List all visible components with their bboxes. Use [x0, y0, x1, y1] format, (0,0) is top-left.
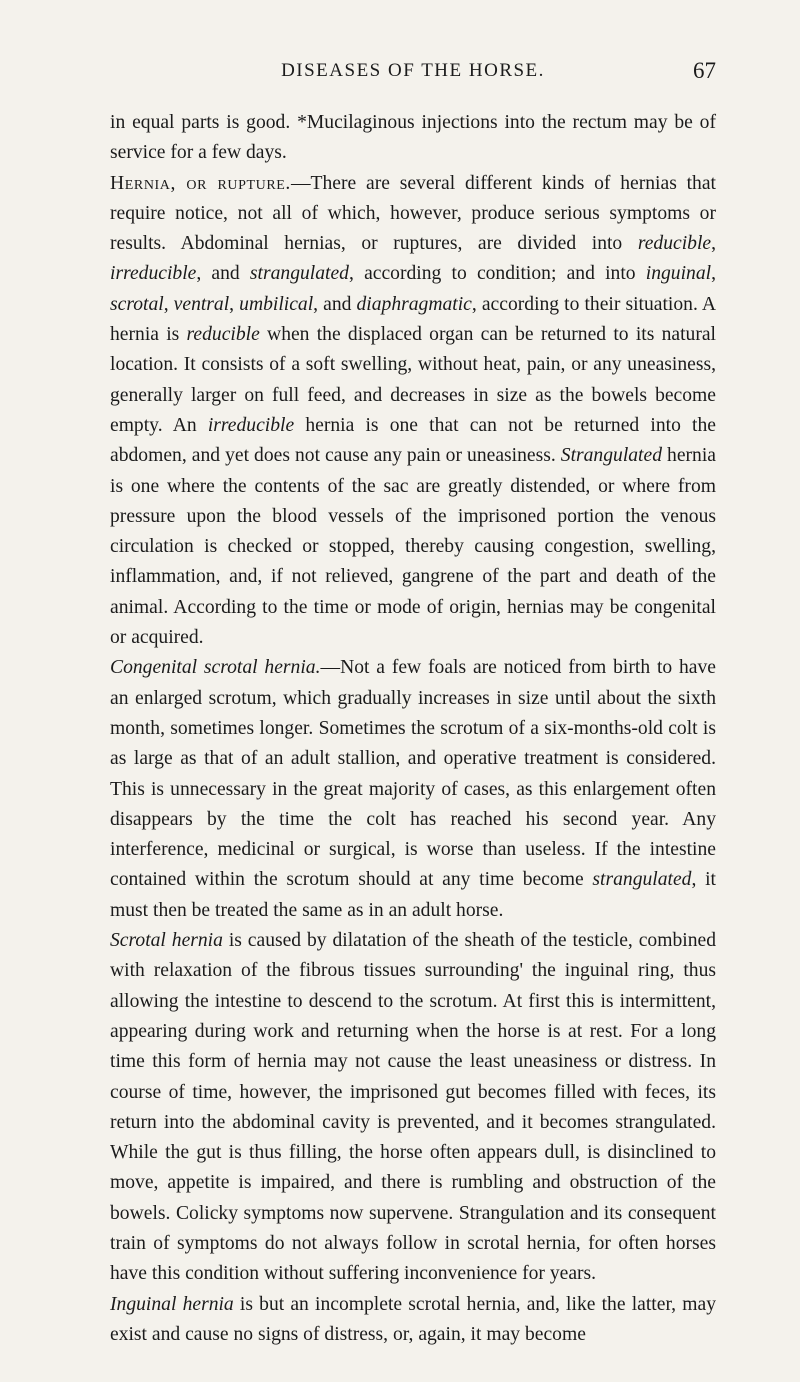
running-title: DISEASES OF THE HORSE. — [281, 60, 545, 81]
text-run: hernia is one where the contents of the sac are greatly distended, or where from pressure upon the blood vessels of the imprisoned portion the venous circulation is checked or stopped, thereby causing congestion, swelling, inflammation, and, if not relieved, gangrene of the part and death of the animal. According to the time or mode of origin, hernias may be congenital or acquired. — [110, 445, 716, 649]
italic-term: irreducible — [110, 263, 197, 285]
text-run: when the displaced organ can be returned to its natural location. It consists of a soft swelling, without heat, pain, or any uneasiness, generally larger on full feed, and decreases in size as the bowels become empty. An — [110, 324, 716, 436]
text-run: , it must then be treated the same as in an adult horse. — [110, 869, 716, 921]
body-text — [110, 108, 716, 1350]
page-number: 67 — [693, 58, 716, 83]
italic-term: diaphragmatic — [356, 293, 472, 315]
text-run: in equal parts is good. *Mucilaginous injections into the rectum may be of service for a few days. — [110, 112, 716, 164]
italic-term: strangulated — [592, 869, 692, 891]
text-run: , — [229, 293, 240, 315]
text-run: , and — [196, 263, 250, 285]
text-run: is caused by dilatation of the sheath of the testicle, combined with relaxation of the fibrous tissues surrounding' the inguinal ring, thus allowing the intestine to descend to the scrotum. At first this is intermittent, appearing during work and returning when the horse is at rest. For a long time this form of hernia may not cause the least uneasiness or distress. In course of time, however, the imprisoned gut becomes filled with feces, its return into the abdominal cavity is prevented, and it becomes strangulated. While the gut is thus filling, the horse often appears dull, is disinclined to move, appetite is impaired, and there is rumbling and obstruction of the bowels. Colicky symptoms now supervene. Strangulation and its consequent train of symptoms do not always follow in scrotal hernia, for often horses have this condition without suffering inconvenience for years. — [110, 930, 716, 1285]
italic-term: inguinal — [645, 263, 712, 285]
text-run: is but an incomplete scrotal hernia, and, like the latter, may exist and cause no signs of distress, or, again, it may become — [110, 1293, 716, 1345]
text-run: , according to condition; and into — [348, 263, 646, 285]
italic-term: irreducible — [207, 414, 295, 436]
text-run: —There are several different kinds of hernias that require notice, not all of which, however, produce serious symptoms or results. Abdominal hernias, or ruptures, are divided into — [110, 172, 716, 255]
italic-term: reducible — [637, 233, 712, 255]
italic-term: Strangulated — [560, 445, 662, 467]
italic-term: scrotal — [110, 293, 164, 315]
running-head — [110, 60, 716, 88]
paragraph-congenital-scrotal-hernia — [110, 653, 716, 926]
text-run: , — [711, 263, 716, 285]
paragraph-inguinal-hernia — [110, 1290, 716, 1351]
text-run: hernia is one that can not be returned into the abdomen, and yet does not cause any pain or uneasiness. — [110, 414, 716, 467]
italic-term: ventral — [173, 293, 230, 315]
italic-term: Inguinal hernia — [110, 1293, 234, 1315]
text-run: , — [711, 233, 716, 255]
section-heading: Hernia, or rupture. — [110, 172, 291, 194]
text-run: , — [163, 293, 174, 315]
italic-term: umbilical — [239, 293, 314, 315]
text-run: , according to their situation. A hernia is — [110, 293, 716, 346]
text-run: , and — [313, 293, 357, 315]
paragraph-scrotal-hernia — [110, 926, 716, 1290]
text-run: —Not a few foals are noticed from birth to have an enlarged scrotum, which gradually increases in size until about the sixth month, sometimes longer. Sometimes the scrotum of a six-months-old colt is as large as that of an adult stallion, and operative treatment is considered. This is unnecessary in the great majority of cases, as this enlargement often disappears by the time the colt has reached his second year. Any interference, medicinal or surgical, is worse than useless. If the intestine contained within the scrotum should at any time become — [110, 657, 716, 891]
italic-term: Scrotal hernia — [110, 930, 223, 952]
paragraph-continuation — [110, 108, 716, 169]
paragraph-hernia-or-rupture — [110, 169, 716, 654]
italic-term: reducible — [186, 324, 260, 346]
italic-term: strangulated — [249, 263, 349, 285]
italic-term: Congenital scrotal hernia. — [110, 657, 321, 679]
